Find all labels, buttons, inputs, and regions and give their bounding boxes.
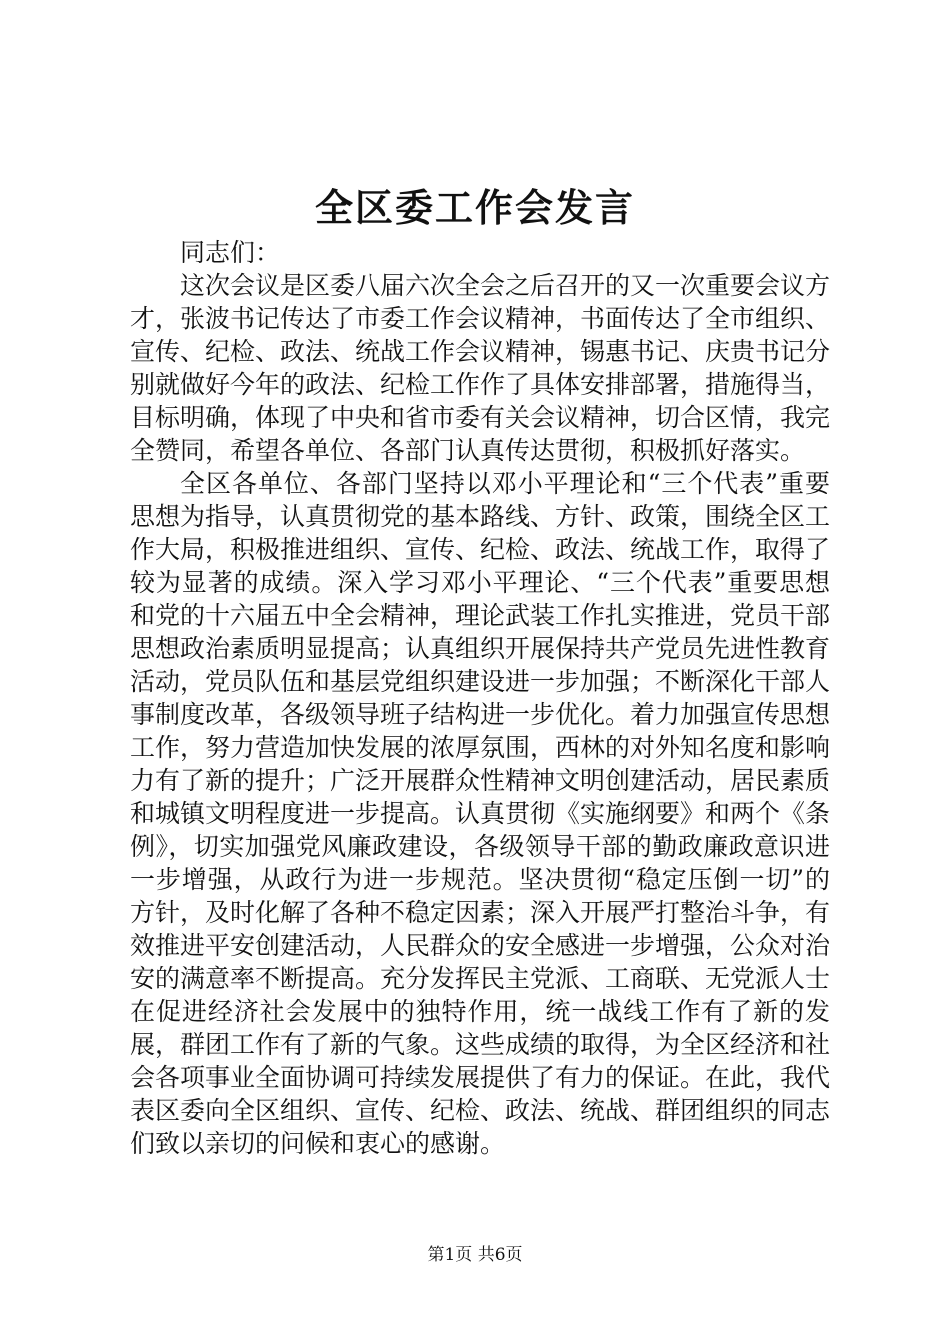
greeting: 同志们： bbox=[180, 238, 281, 267]
document-title: 全区委工作会发言 bbox=[314, 185, 635, 230]
paragraph-1: 这次会议是区委八届六次全会之后召开的又一次重要会议方才，张波书记传达了市委工作会议精神，书面传达了全市组织、宣传、纪检、政法、统战工作会议精神，锡惠书记、庆贵书记分别就做好今年的政法、纪检工作作了具体安排部署，措施得当，目标明确，体现了中央和省市委有关会议精神，切合区情，我完全赞同，希望各单位、各部门认真传达贯彻，积极抓好落实。 bbox=[130, 271, 831, 465]
document-body bbox=[130, 236, 830, 1160]
paragraph-2: 全区各单位、各部门坚持以邓小平理论和“三个代表”重要思想为指导，认真贯彻党的基本路线、方针、政策，围绕全区工作大局，积极推进组织、宣传、纪检、政法、统战工作，取得了较为显著的成绩。深入学习邓小平理论、“三个代表”重要思想和党的十六届五中全会精神，理论武装工作扎实推进，党员干部思想政治素质明显提高；认真组织开展保持共产党员先进性教育活动，党员队伍和基层党组织建设进一步加强；不断深化干部人事制度改革，各级领导班子结构进一步优化。着力加强宣传思想工作，努力营造加快发展的浓厚氛围，西林的对外知名度和影响力有了新的提升；广泛开展群众性精神文明创建活动，居民素质和城镇文明程度进一步提高。认真贯彻《实施纲要》和两个《条例》，切实加强党风廉政建设，各级领导干部的勤政廉政意识进一步增强，从政行为进一步规范。坚决贯彻“稳定压倒一切”的方针，及时化解了各种不稳定因素；深入开展严打整治斗争，有效推进平安创建活动，人民群众的安全感进一步增强，公众对治安的满意率不断提高。充分发挥民主党派、工商联、无党派人士在促进经济社会发展中的独特作用，统一战线工作有了新的发展，群团工作有了新的气象。这些成绩的取得，为全区经济和社会各项事业全面协调可持续发展提供了有力的保证。在此，我代表区委向全区组织、宣传、纪检、政法、统战、群团组织的同志们致以亲切的问候和衷心的感谢。 bbox=[130, 469, 831, 1158]
page-footer: 第1页 共6页 bbox=[427, 1245, 523, 1265]
